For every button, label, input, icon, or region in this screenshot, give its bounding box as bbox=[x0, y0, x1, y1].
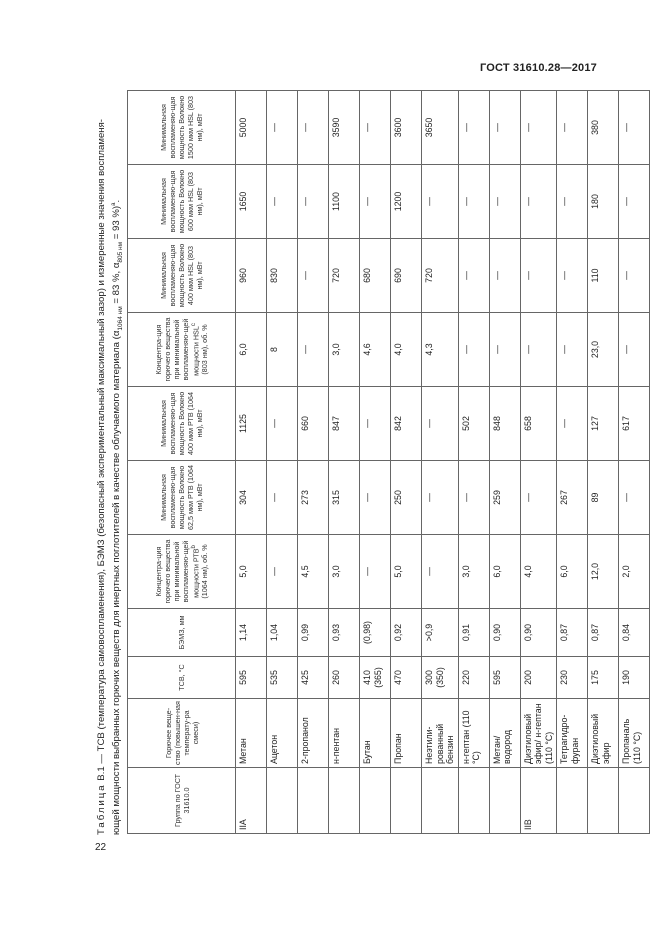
caption-line-2 bbox=[108, 90, 127, 835]
table-cell-substance: н-гептан (110 °C) bbox=[458, 699, 489, 768]
table-cell-bemz: 1,04 bbox=[267, 609, 298, 657]
table-cell-p400h: — bbox=[489, 239, 520, 313]
table-cell-p625: 250 bbox=[391, 461, 422, 535]
table-cell-p400h: — bbox=[619, 239, 650, 313]
table-cell-p400: — bbox=[422, 387, 459, 461]
caption-line-2-b: = 83 %, α bbox=[111, 262, 123, 307]
table-cell-tsv: 300 (350) bbox=[422, 657, 459, 699]
table-cell-group bbox=[489, 768, 520, 834]
table-cell-tsv: 595 bbox=[236, 657, 267, 699]
table-cell-p625: 89 bbox=[588, 461, 619, 535]
table-cell-p400h: 680 bbox=[360, 239, 391, 313]
table-cell-group bbox=[557, 768, 588, 834]
table-cell-p400: 660 bbox=[298, 387, 329, 461]
table-cell-tsv: 260 bbox=[329, 657, 360, 699]
table-cell-tsv: 230 bbox=[557, 657, 588, 699]
table-cell-p1500h: 3590 bbox=[329, 91, 360, 165]
table-cell-p1500h: — bbox=[298, 91, 329, 165]
table-cell-substance: 2-пропанол bbox=[298, 699, 329, 768]
table-row bbox=[298, 91, 329, 834]
table-cell-tsv: 220 bbox=[458, 657, 489, 699]
table-cell-c1: 3,0 bbox=[458, 535, 489, 609]
rotated-table-block bbox=[96, 90, 642, 835]
table-cell-p400h: 830 bbox=[267, 239, 298, 313]
table-row bbox=[557, 91, 588, 834]
table-cell-p1500h: 3650 bbox=[422, 91, 459, 165]
table-cell-substance: н-пентан bbox=[329, 699, 360, 768]
table-cell-p600h: — bbox=[458, 165, 489, 239]
table-cell-p1500h: 3600 bbox=[391, 91, 422, 165]
table-cell-p625: — bbox=[458, 461, 489, 535]
table-cell-group bbox=[267, 768, 298, 834]
table-cell-tsv: 595 bbox=[489, 657, 520, 699]
table-cell-c1: 5,0 bbox=[391, 535, 422, 609]
table-cell-c2: — bbox=[298, 313, 329, 387]
table-row bbox=[422, 91, 459, 834]
table-cell-p625: 273 bbox=[298, 461, 329, 535]
caption-sub-805: 805 нм bbox=[117, 241, 125, 263]
table-cell-bemz: >0,9 bbox=[422, 609, 459, 657]
caption-line-2-a: ющей мощности выбранных горючих веществ для инертных поглотителей в качестве облучаемого материала (α bbox=[111, 330, 123, 835]
caption-line-2-c: = 93 %) bbox=[111, 205, 123, 242]
table-cell-p600h: — bbox=[489, 165, 520, 239]
table-cell-c1: — bbox=[267, 535, 298, 609]
table-cell-group: IIB bbox=[520, 768, 557, 834]
table-cell-c2: 6,0 bbox=[236, 313, 267, 387]
table-cell-bemz: 0,87 bbox=[588, 609, 619, 657]
table-cell-bemz: 0,90 bbox=[489, 609, 520, 657]
table-cell-c1: — bbox=[422, 535, 459, 609]
data-table bbox=[127, 90, 650, 834]
table-cell-group bbox=[458, 768, 489, 834]
table-cell-group bbox=[391, 768, 422, 834]
table-cell-p600h: 1650 bbox=[236, 165, 267, 239]
col-p600hsl-header: Минимальная воспламеняю-щая мощность Волокно 600 мкм HSL (803 нм), мВт bbox=[128, 165, 236, 239]
col-substance-header: Горючее веще-ство (повышен-ная температу-ра смеси) bbox=[128, 699, 236, 768]
col-conc-hsl-header: Концентра-ция горючего вещества при минимальной воспламеняю-щей мощности HSL$^c$ (803 нм), об. % bbox=[128, 313, 236, 387]
table-cell-group: IIA bbox=[236, 768, 267, 834]
table-cell-group bbox=[298, 768, 329, 834]
table-cell-tsv: 200 bbox=[520, 657, 557, 699]
table-cell-tsv: 535 bbox=[267, 657, 298, 699]
col-p400rtv-header: Минимальная воспламеняю-щая мощность Волокно 400 мкм РТВ (1064 нм), мВт bbox=[128, 387, 236, 461]
table-cell-p400h: — bbox=[298, 239, 329, 313]
col-group-header: Группа по ГОСТ 31610.0 bbox=[128, 768, 236, 834]
table-cell-bemz: 1,14 bbox=[236, 609, 267, 657]
table-row bbox=[458, 91, 489, 834]
table-cell-p400: 847 bbox=[329, 387, 360, 461]
table-cell-substance: Ацетон bbox=[267, 699, 298, 768]
table-cell-tsv: 410 (365) bbox=[360, 657, 391, 699]
table-row bbox=[489, 91, 520, 834]
table-cell-bemz: 0,92 bbox=[391, 609, 422, 657]
table-cell-p400: 127 bbox=[588, 387, 619, 461]
table-cell-p625: 267 bbox=[557, 461, 588, 535]
table-cell-p1500h: 380 bbox=[588, 91, 619, 165]
table-cell-p400h: 720 bbox=[422, 239, 459, 313]
table-cell-p400: 658 bbox=[520, 387, 557, 461]
table-cell-substance: Пропан bbox=[391, 699, 422, 768]
table-cell-c1: 6,0 bbox=[489, 535, 520, 609]
table-cell-p600h: 180 bbox=[588, 165, 619, 239]
table-cell-p400h: — bbox=[458, 239, 489, 313]
caption-line-1 bbox=[96, 90, 108, 835]
table-cell-p625: 259 bbox=[489, 461, 520, 535]
caption-lead: Таблица bbox=[96, 783, 107, 835]
table-row bbox=[267, 91, 298, 834]
table-cell-p625: — bbox=[520, 461, 557, 535]
table-cell-p625: 304 bbox=[236, 461, 267, 535]
table-cell-substance: Тетрагидро-фуран bbox=[557, 699, 588, 768]
caption-line-2-d: . bbox=[111, 199, 123, 203]
table-cell-c2: 4,0 bbox=[391, 313, 422, 387]
document-header: ГОСТ 31610.28—2017 bbox=[479, 62, 597, 74]
table-cell-c1: — bbox=[360, 535, 391, 609]
table-cell-p400: 842 bbox=[391, 387, 422, 461]
table-cell-c2: 23,0 bbox=[588, 313, 619, 387]
table-cell-bemz: 0,99 bbox=[298, 609, 329, 657]
table-cell-p400: 848 bbox=[489, 387, 520, 461]
table-cell-p400h: — bbox=[520, 239, 557, 313]
table-cell-p1500h: — bbox=[267, 91, 298, 165]
col-p400hsl-header: Минимальная воспламеняю-щая мощность Волокно 400 мкм HSL (803 нм), мВт bbox=[128, 239, 236, 313]
table-cell-c2: 8 bbox=[267, 313, 298, 387]
table-cell-p400h: 960 bbox=[236, 239, 267, 313]
table-cell-c2: — bbox=[619, 313, 650, 387]
table-cell-c1: 4,5 bbox=[298, 535, 329, 609]
table-cell-substance: Бутан bbox=[360, 699, 391, 768]
table-cell-c1: 2,0 bbox=[619, 535, 650, 609]
col-p1500hsl-header: Минимальная воспламеняю-щая мощность Волокно 1500 мкм HSL (803 нм), мВт bbox=[128, 91, 236, 165]
table-cell-substance: Диэтиловый эфир/ н-гептан (110 °C) bbox=[520, 699, 557, 768]
table-cell-substance: Пропаналь (110 °C) bbox=[619, 699, 650, 768]
table-cell-p1500h: — bbox=[489, 91, 520, 165]
table-cell-group bbox=[422, 768, 459, 834]
table-cell-p600h: 1100 bbox=[329, 165, 360, 239]
table-cell-bemz: (0,98) bbox=[360, 609, 391, 657]
table-cell-p1500h: 5000 bbox=[236, 91, 267, 165]
caption-line-1-text: В.1 — ТСВ (температура самовоспламенения), БЭМЗ (безопасный экспериментальный максимальный зазор) и измеренные значения воспламеня- bbox=[96, 119, 107, 781]
table-cell-p600h: — bbox=[298, 165, 329, 239]
table-cell-p625: — bbox=[360, 461, 391, 535]
table-cell-p1500h: — bbox=[557, 91, 588, 165]
table-cell-p400h: 690 bbox=[391, 239, 422, 313]
table-cell-c2: 3,0 bbox=[329, 313, 360, 387]
page-number: 22 bbox=[95, 842, 107, 853]
table-cell-group bbox=[360, 768, 391, 834]
table-row bbox=[588, 91, 619, 834]
caption-sub-1064: 1064 нм bbox=[117, 306, 125, 331]
table-row bbox=[329, 91, 360, 834]
table-cell-p600h: — bbox=[520, 165, 557, 239]
caption-footnote-mark: а bbox=[111, 202, 117, 206]
table-cell-substance: Диэтиловый эфир bbox=[588, 699, 619, 768]
col-tsv-header: ТСВ, °С bbox=[128, 657, 236, 699]
table-cell-group bbox=[588, 768, 619, 834]
table-cell-c2: 4,3 bbox=[422, 313, 459, 387]
table-cell-c2: 4,6 bbox=[360, 313, 391, 387]
table-cell-p600h: 1200 bbox=[391, 165, 422, 239]
table-cell-c1: 12,0 bbox=[588, 535, 619, 609]
table-cell-bemz: 0,84 bbox=[619, 609, 650, 657]
table-caption bbox=[96, 90, 127, 835]
table-row bbox=[391, 91, 422, 834]
table-cell-bemz: 0,91 bbox=[458, 609, 489, 657]
table-cell-c2: — bbox=[520, 313, 557, 387]
table-cell-p400h: 720 bbox=[329, 239, 360, 313]
table-cell-p400h: — bbox=[557, 239, 588, 313]
table-cell-c2: — bbox=[489, 313, 520, 387]
table-cell-p625: — bbox=[267, 461, 298, 535]
table-cell-c2: — bbox=[557, 313, 588, 387]
table-cell-tsv: 470 bbox=[391, 657, 422, 699]
table-cell-bemz: 0,87 bbox=[557, 609, 588, 657]
table-cell-p1500h: — bbox=[619, 91, 650, 165]
table-cell-substance: Неэтили-рованный бензин bbox=[422, 699, 459, 768]
table-cell-p600h: — bbox=[267, 165, 298, 239]
table-row bbox=[360, 91, 391, 834]
table-cell-c1: 6,0 bbox=[557, 535, 588, 609]
table-cell-substance: Метан/ водород bbox=[489, 699, 520, 768]
col-conc-rtv-header: Концентра-ция горючего вещества при минимальной воспламеняю-щей мощности РТВ$^b$ (1064 нм), об. % bbox=[128, 535, 236, 609]
table-cell-p625: — bbox=[619, 461, 650, 535]
table-cell-p400: — bbox=[557, 387, 588, 461]
table-cell-bemz: 0,90 bbox=[520, 609, 557, 657]
table-cell-p600h: — bbox=[619, 165, 650, 239]
table-cell-p625: 315 bbox=[329, 461, 360, 535]
table-cell-p600h: — bbox=[360, 165, 391, 239]
table-cell-p400h: 110 bbox=[588, 239, 619, 313]
table-cell-c1: 4,0 bbox=[520, 535, 557, 609]
table-cell-p400: 502 bbox=[458, 387, 489, 461]
table-cell-p600h: — bbox=[422, 165, 459, 239]
table-cell-p400: — bbox=[360, 387, 391, 461]
table-cell-p400: — bbox=[267, 387, 298, 461]
table-cell-tsv: 190 bbox=[619, 657, 650, 699]
table-cell-c1: 5,0 bbox=[236, 535, 267, 609]
table-cell-group bbox=[619, 768, 650, 834]
table-cell-substance: Метан bbox=[236, 699, 267, 768]
table-row bbox=[520, 91, 557, 834]
table-cell-p400: 617 bbox=[619, 387, 650, 461]
table-cell-group bbox=[329, 768, 360, 834]
col-bemz-header: БЭМЗ, мм bbox=[128, 609, 236, 657]
table-cell-c2: — bbox=[458, 313, 489, 387]
table-cell-p600h: — bbox=[557, 165, 588, 239]
table-cell-p1500h: — bbox=[360, 91, 391, 165]
table-cell-p1500h: — bbox=[520, 91, 557, 165]
table-row bbox=[619, 91, 650, 834]
col-p625-header: Минимальная воспламеняю-щая мощность Волокно 62,5 мкм РТВ (1064 нм), мВт bbox=[128, 461, 236, 535]
table-cell-tsv: 425 bbox=[298, 657, 329, 699]
table-cell-bemz: 0,93 bbox=[329, 609, 360, 657]
table-cell-p625: — bbox=[422, 461, 459, 535]
table-cell-p1500h: — bbox=[458, 91, 489, 165]
table-cell-c1: 3,0 bbox=[329, 535, 360, 609]
table-cell-p400: 1125 bbox=[236, 387, 267, 461]
table-cell-tsv: 175 bbox=[588, 657, 619, 699]
table-row bbox=[236, 91, 267, 834]
table-header-row bbox=[128, 91, 236, 834]
